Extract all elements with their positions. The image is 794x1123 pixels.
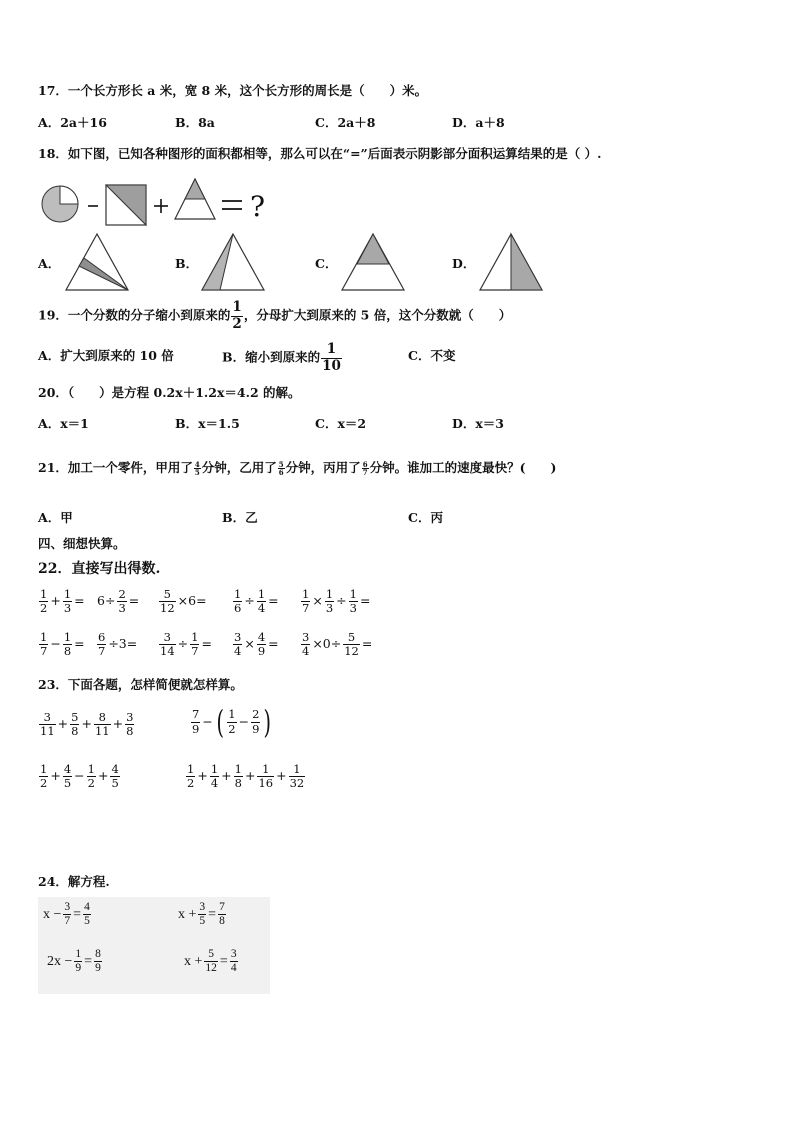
q23-e4-operator: + [276, 768, 287, 784]
q17-option-b: B．8a [175, 115, 215, 130]
q24-equation-3 [46, 948, 103, 975]
q24-eq3-operator: = [84, 953, 93, 969]
q22-item-operator: = [268, 636, 279, 652]
q23-e2-inner-operator: − [238, 713, 250, 729]
q22-item-operator: = [74, 593, 85, 609]
q23-e2-inner-fraction: $\frac{2}{9}$ [252, 707, 260, 736]
q22-item-fraction: $\frac{1}{8}$ [63, 630, 72, 659]
q24-eq4-operator: x + [184, 953, 203, 969]
q22-item-fraction: $\frac{1}{7}$ [40, 630, 48, 659]
q22-item-fraction: $\frac{1}{3}$ [325, 587, 334, 616]
q22-item-fraction: $\frac{1}{3}$ [349, 587, 357, 616]
q22-item-fraction: $\frac{5}{12}$ [344, 630, 359, 659]
q22-item-operator: 6÷ [97, 593, 116, 609]
q22-item [300, 631, 373, 658]
q22-item-fraction: $\frac{1}{7}$ [302, 587, 310, 616]
q22-item-operator: = [74, 636, 85, 652]
q23-e4-operator: + [221, 768, 232, 784]
q17-option-a: A．2a＋16 [38, 115, 107, 130]
q22-item [96, 631, 138, 658]
q21-fraction-yi: $\frac{5}{6}$ [278, 460, 284, 477]
q17-option-c: C．2a＋8 [315, 115, 376, 130]
q24-eq1-operator: = [73, 906, 82, 922]
q23-expression-4 [185, 763, 306, 790]
q22-item-operator: × [312, 593, 323, 609]
q22-item [232, 588, 280, 615]
q18-option-d-triangle [478, 232, 544, 292]
q23-e1-fraction: $\frac{3}{11}$ [40, 710, 55, 739]
q24-eq2-fraction: $\frac{3}{5}$ [199, 901, 206, 928]
q24-eq1-fraction: $\frac{4}{5}$ [84, 901, 90, 928]
q22-item-operator: = [201, 636, 212, 652]
q22-item [158, 588, 208, 615]
q22-item-fraction: $\frac{3}{4}$ [234, 630, 242, 659]
q22-item-fraction: $\frac{5}{12}$ [160, 587, 175, 616]
q22-item-operator: ÷ [244, 593, 255, 609]
q23-e4-operator: + [244, 768, 256, 784]
q23-e2-fraction: $\frac{7}{9}$ [192, 707, 200, 736]
q23-expression-1 [38, 711, 135, 738]
q19-option-c: C．不变 [408, 348, 456, 363]
q22-item-operator: = [361, 636, 373, 652]
pie-circle-icon [42, 186, 78, 222]
q23-e3-fraction: $\frac{4}{5}$ [63, 762, 72, 791]
q21-option-b: B．乙 [222, 510, 258, 525]
q22-item [300, 588, 371, 615]
q23-e4-fraction: $\frac{1}{2}$ [187, 762, 195, 791]
q24-eq4-fraction: $\frac{5}{12}$ [205, 948, 217, 975]
q20-option-d: D．x＝3 [452, 416, 504, 431]
q22-title: 22．直接写出得数. [38, 561, 161, 577]
q22-item-operator: ×6= [177, 593, 207, 609]
q22-item [232, 631, 280, 658]
square-diagonal-icon [106, 185, 146, 225]
q20-stem: 20．（ ）是方程 0.2x＋1.2x＝4.2 的解。 [38, 385, 301, 400]
q23-e1-operator: + [57, 716, 69, 732]
q22-item-fraction: $\frac{1}{3}$ [63, 587, 72, 616]
q24-eq4-fraction: $\frac{3}{4}$ [230, 948, 237, 975]
q24-equation-4 [183, 948, 239, 975]
q17-option-d: D．a＋8 [452, 115, 505, 130]
q22-item-fraction: $\frac{3}{4}$ [302, 630, 310, 659]
q21-option-c: C．丙 [408, 510, 443, 525]
q23-expression-3 [38, 763, 121, 790]
triangle-top-shaded-icon [175, 179, 215, 219]
q23-e3-fraction: $\frac{4}{5}$ [111, 762, 119, 791]
q24-eq2-fraction: $\frac{7}{8}$ [219, 901, 225, 928]
q23-e4-fraction: $\frac{1}{4}$ [210, 762, 219, 791]
q21-fraction-bing: $\frac{6}{7}$ [362, 460, 368, 477]
q22-item-fraction: $\frac{2}{3}$ [118, 587, 126, 616]
q23-e1-operator: + [81, 716, 92, 732]
q24-eq3-fraction: $\frac{8}{9}$ [95, 948, 101, 975]
q19-stem [38, 300, 511, 332]
q22-item [38, 631, 86, 658]
q24-eq4-operator: = [219, 953, 228, 969]
q22-item-operator: + [50, 593, 61, 609]
q23-e4-operator: + [197, 768, 208, 784]
q22-item-operator: × [244, 636, 255, 652]
q22-item-fraction: $\frac{6}{7}$ [98, 630, 106, 659]
q23-e1-fraction: $\frac{8}{11}$ [94, 710, 110, 739]
q21-option-a: A．甲 [38, 510, 73, 525]
q24-equation-2 [177, 901, 227, 928]
q20-option-b: B．x＝1.5 [175, 416, 240, 431]
q18-question-mark: ? [250, 190, 266, 223]
q18-option-a-triangle [64, 232, 130, 292]
q18-label-b: B． [175, 256, 199, 271]
q22-item-operator: ÷ [336, 593, 347, 609]
q20-option-a: A．x＝1 [38, 416, 89, 431]
q22-item-operator: ÷3= [108, 636, 138, 652]
q22-item [38, 588, 86, 615]
q22-item-operator: − [50, 636, 61, 652]
q22-item-fraction: $\frac{4}{9}$ [257, 630, 266, 659]
q23-e1-fraction: $\frac{3}{8}$ [126, 710, 134, 739]
left-paren: ( [216, 703, 224, 741]
q18-stem: 18．如下图，已知各种图形的面积都相等，那么可以在“=”后面表示阴影部分面积运算结果的是（ ）. [38, 146, 602, 161]
q22-item-fraction: $\frac{1}{2}$ [40, 587, 48, 616]
q17-stem: 17．一个长方形长 a 米，宽 8 米，这个长方形的周长是（ ）米。 [38, 83, 428, 98]
q19-fraction-tenth: $\frac{1}{10}$ [322, 341, 341, 374]
q23-e4-fraction: $\frac{1}{16}$ [258, 762, 274, 791]
q22-item [96, 588, 140, 615]
q23-e1-fraction: $\frac{5}{8}$ [71, 710, 79, 739]
right-paren: ) [263, 703, 272, 741]
q21-stem: 21．加工一个零件，甲用了 $\frac{4}{5}$ 分钟，乙用了 $\frac{5}{6}$ 分钟，丙用了 $\frac{6}{7}$ 分钟。谁加工的速度最快？( ) [38, 460, 557, 477]
q22-item-operator: ×0÷ [312, 636, 342, 652]
q24-eq1-fraction: $\frac{3}{7}$ [64, 901, 71, 928]
q24-eq3-operator: 2x − [47, 953, 73, 969]
q22-item-operator: ÷ [177, 636, 189, 652]
q19-option-a: A．扩大到原来的 10 倍 [38, 348, 174, 363]
q22-item-fraction: $\frac{1}{7}$ [191, 630, 199, 659]
q24-eq2-operator: = [208, 906, 217, 922]
q24-eq1-operator: x − [43, 906, 62, 922]
q23-e4-fraction: $\frac{1}{32}$ [289, 762, 305, 791]
q22-item-operator: = [359, 593, 371, 609]
q22-item-fraction: $\frac{3}{14}$ [160, 630, 175, 659]
q23-e3-operator: + [50, 768, 61, 784]
q18-option-b-triangle [200, 232, 266, 292]
q23-e3-operator: − [74, 768, 85, 784]
q23-e4-fraction: $\frac{1}{8}$ [234, 762, 242, 791]
q19-stem-part-b: ，分母扩大到原来的 5 倍，这个分数就（ ） [243, 307, 512, 323]
q24-eq3-fraction: $\frac{1}{9}$ [75, 948, 82, 975]
q23-e2-operator: − [202, 713, 213, 729]
q19-fraction-half: $\frac{1}{2}$ [232, 299, 242, 332]
q23-title: 23．下面各题，怎样简便就怎样算。 [38, 677, 243, 692]
q23-e3-operator: + [97, 768, 109, 784]
q24-title: 24．解方程. [38, 874, 110, 889]
q24-equation-1 [42, 901, 92, 928]
q23-e2-inner-fraction: $\frac{1}{2}$ [228, 707, 236, 736]
q22-item-fraction: $\frac{1}{6}$ [234, 587, 242, 616]
q19-stem-part-a: 19．一个分数的分子缩小到原来的 [38, 307, 231, 323]
q22-item-operator: = [128, 593, 140, 609]
section-four-heading: 四、细想快算。 [38, 536, 126, 551]
q23-e3-fraction: $\frac{1}{2}$ [40, 762, 48, 791]
q24-eq2-operator: x + [178, 906, 197, 922]
q21-fraction-jia: $\frac{4}{5}$ [194, 460, 200, 477]
q18-option-c-triangle [340, 232, 406, 292]
q18-figure [40, 176, 280, 226]
q23-e1-operator: + [112, 716, 124, 732]
q18-label-a: A． [38, 256, 61, 271]
q18-label-d: D． [452, 256, 476, 271]
q20-option-c: C．x＝2 [315, 416, 367, 431]
q22-item [158, 631, 213, 658]
q23-expression-2 [190, 703, 274, 741]
q22-item-operator: = [268, 593, 279, 609]
q22-item-fraction: $\frac{1}{4}$ [257, 587, 266, 616]
q18-label-c: C． [315, 256, 338, 271]
q19-option-b: B．缩小到原来的 $\frac{1}{10}$ [222, 341, 341, 374]
q23-e3-fraction: $\frac{1}{2}$ [87, 762, 95, 791]
